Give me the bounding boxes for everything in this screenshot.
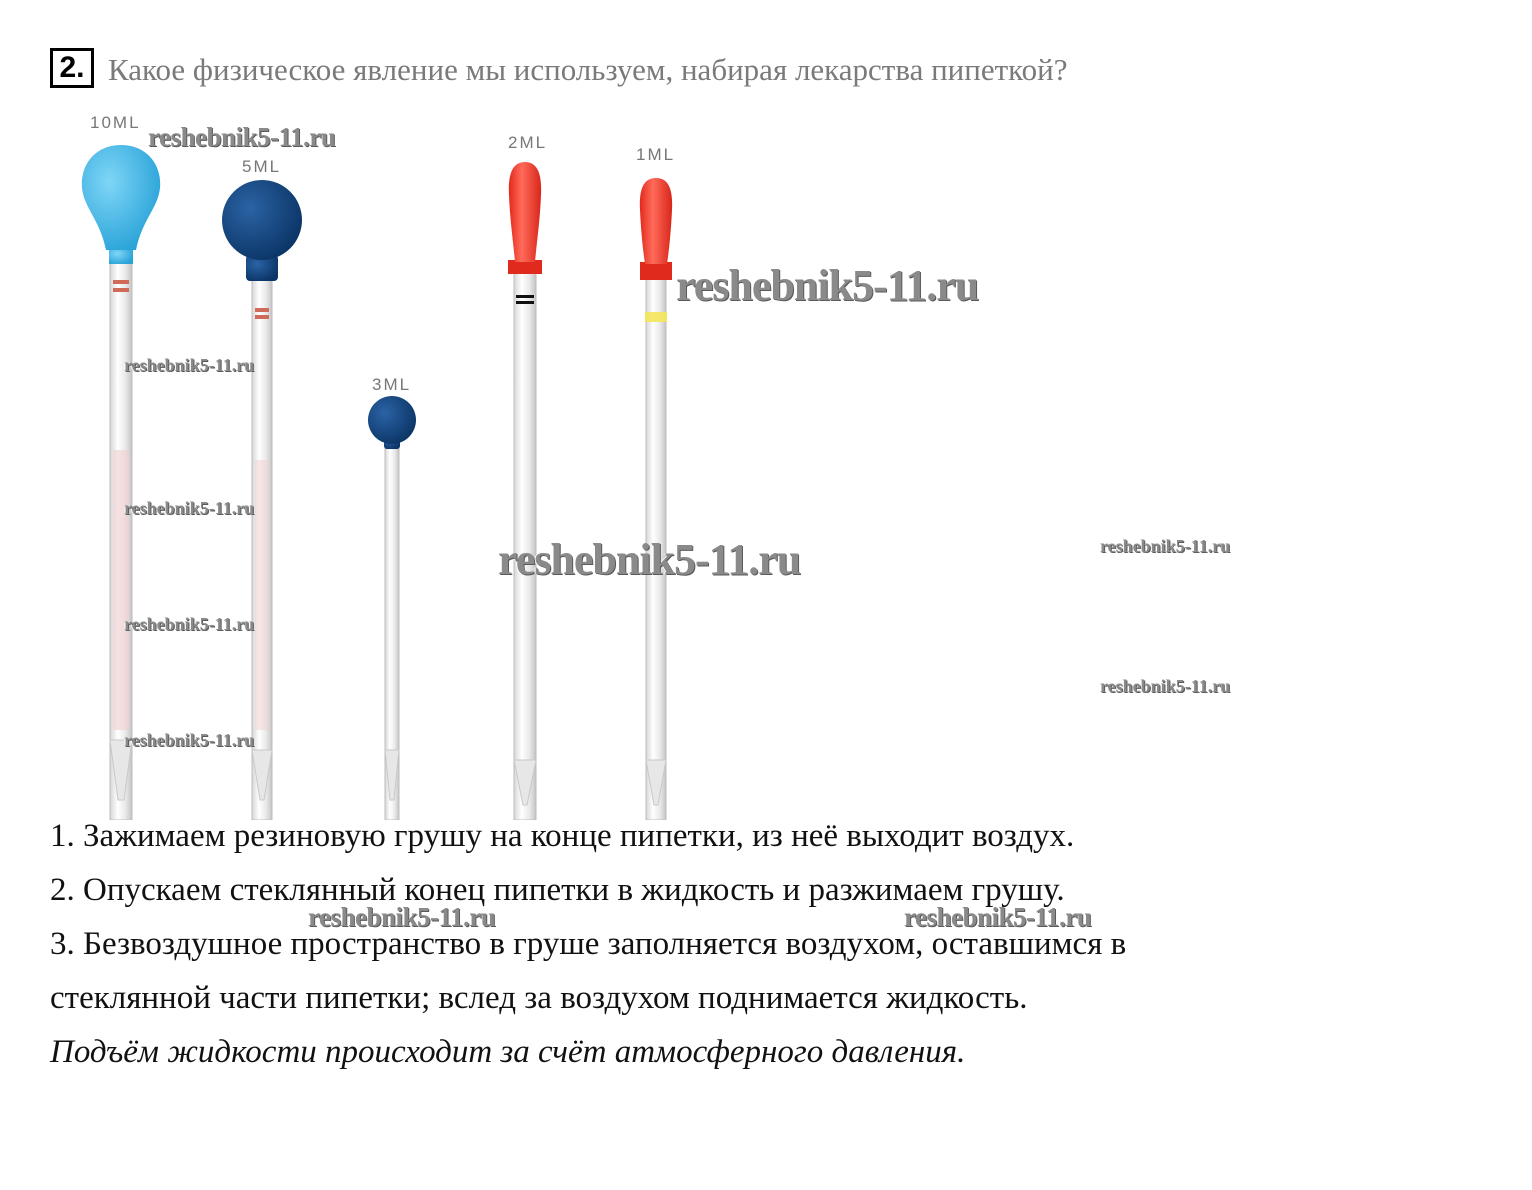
answer-step-3-line-2: стеклянной части пипетки; вслед за воздухом поднимается жидкость. (50, 980, 1028, 1016)
volume-label-3ml: 3ML (372, 375, 412, 394)
watermark: reshebnik5-11.ru (676, 261, 979, 310)
watermark: reshebnik5-11.ru (308, 902, 496, 932)
volume-label-2ml: 2ML (508, 133, 548, 152)
watermark: reshebnik5-11.ru (148, 122, 336, 152)
watermark: reshebnik5-11.ru (124, 730, 255, 750)
answer-step-2: 2. Опускаем стеклянный конец пипетки в жидкость и разжимаем грушу. (50, 872, 1065, 908)
watermark: reshebnik5-11.ru (1100, 676, 1231, 696)
watermark: reshebnik5-11.ru (498, 535, 801, 584)
pipette-3ml (368, 375, 416, 820)
answer-step-3-line-1: 3. Безвоздушное пространство в груше заполняется воздухом, оставшимся в (50, 926, 1127, 962)
pipette-5ml (222, 157, 302, 820)
watermark: reshebnik5-11.ru (124, 355, 255, 375)
answer-conclusion: Подъём жидкости происходит за счёт атмосферного давления. (50, 1034, 966, 1070)
task-number: 2. (50, 48, 94, 88)
pipette-1ml (636, 145, 675, 820)
volume-label-1ml: 1ML (636, 145, 676, 164)
watermark: reshebnik5-11.ru (1100, 536, 1231, 556)
watermark: reshebnik5-11.ru (124, 498, 255, 518)
task-question: Какое физическое явление мы используем, набирая лекарства пипеткой? (108, 52, 1068, 87)
volume-label-10ml: 10ML (90, 113, 141, 132)
pipettes-figure (0, 100, 1532, 820)
pipette-2ml (508, 133, 547, 820)
volume-label-5ml: 5ML (242, 157, 282, 176)
answer-step-1: 1. Зажимаем резиновую грушу на конце пипетки, из неё выходит воздух. (50, 818, 1075, 854)
watermark: reshebnik5-11.ru (124, 614, 255, 634)
watermark: reshebnik5-11.ru (904, 902, 1092, 932)
pipette-10ml (82, 113, 160, 820)
pipettes-illustration (0, 100, 1532, 820)
